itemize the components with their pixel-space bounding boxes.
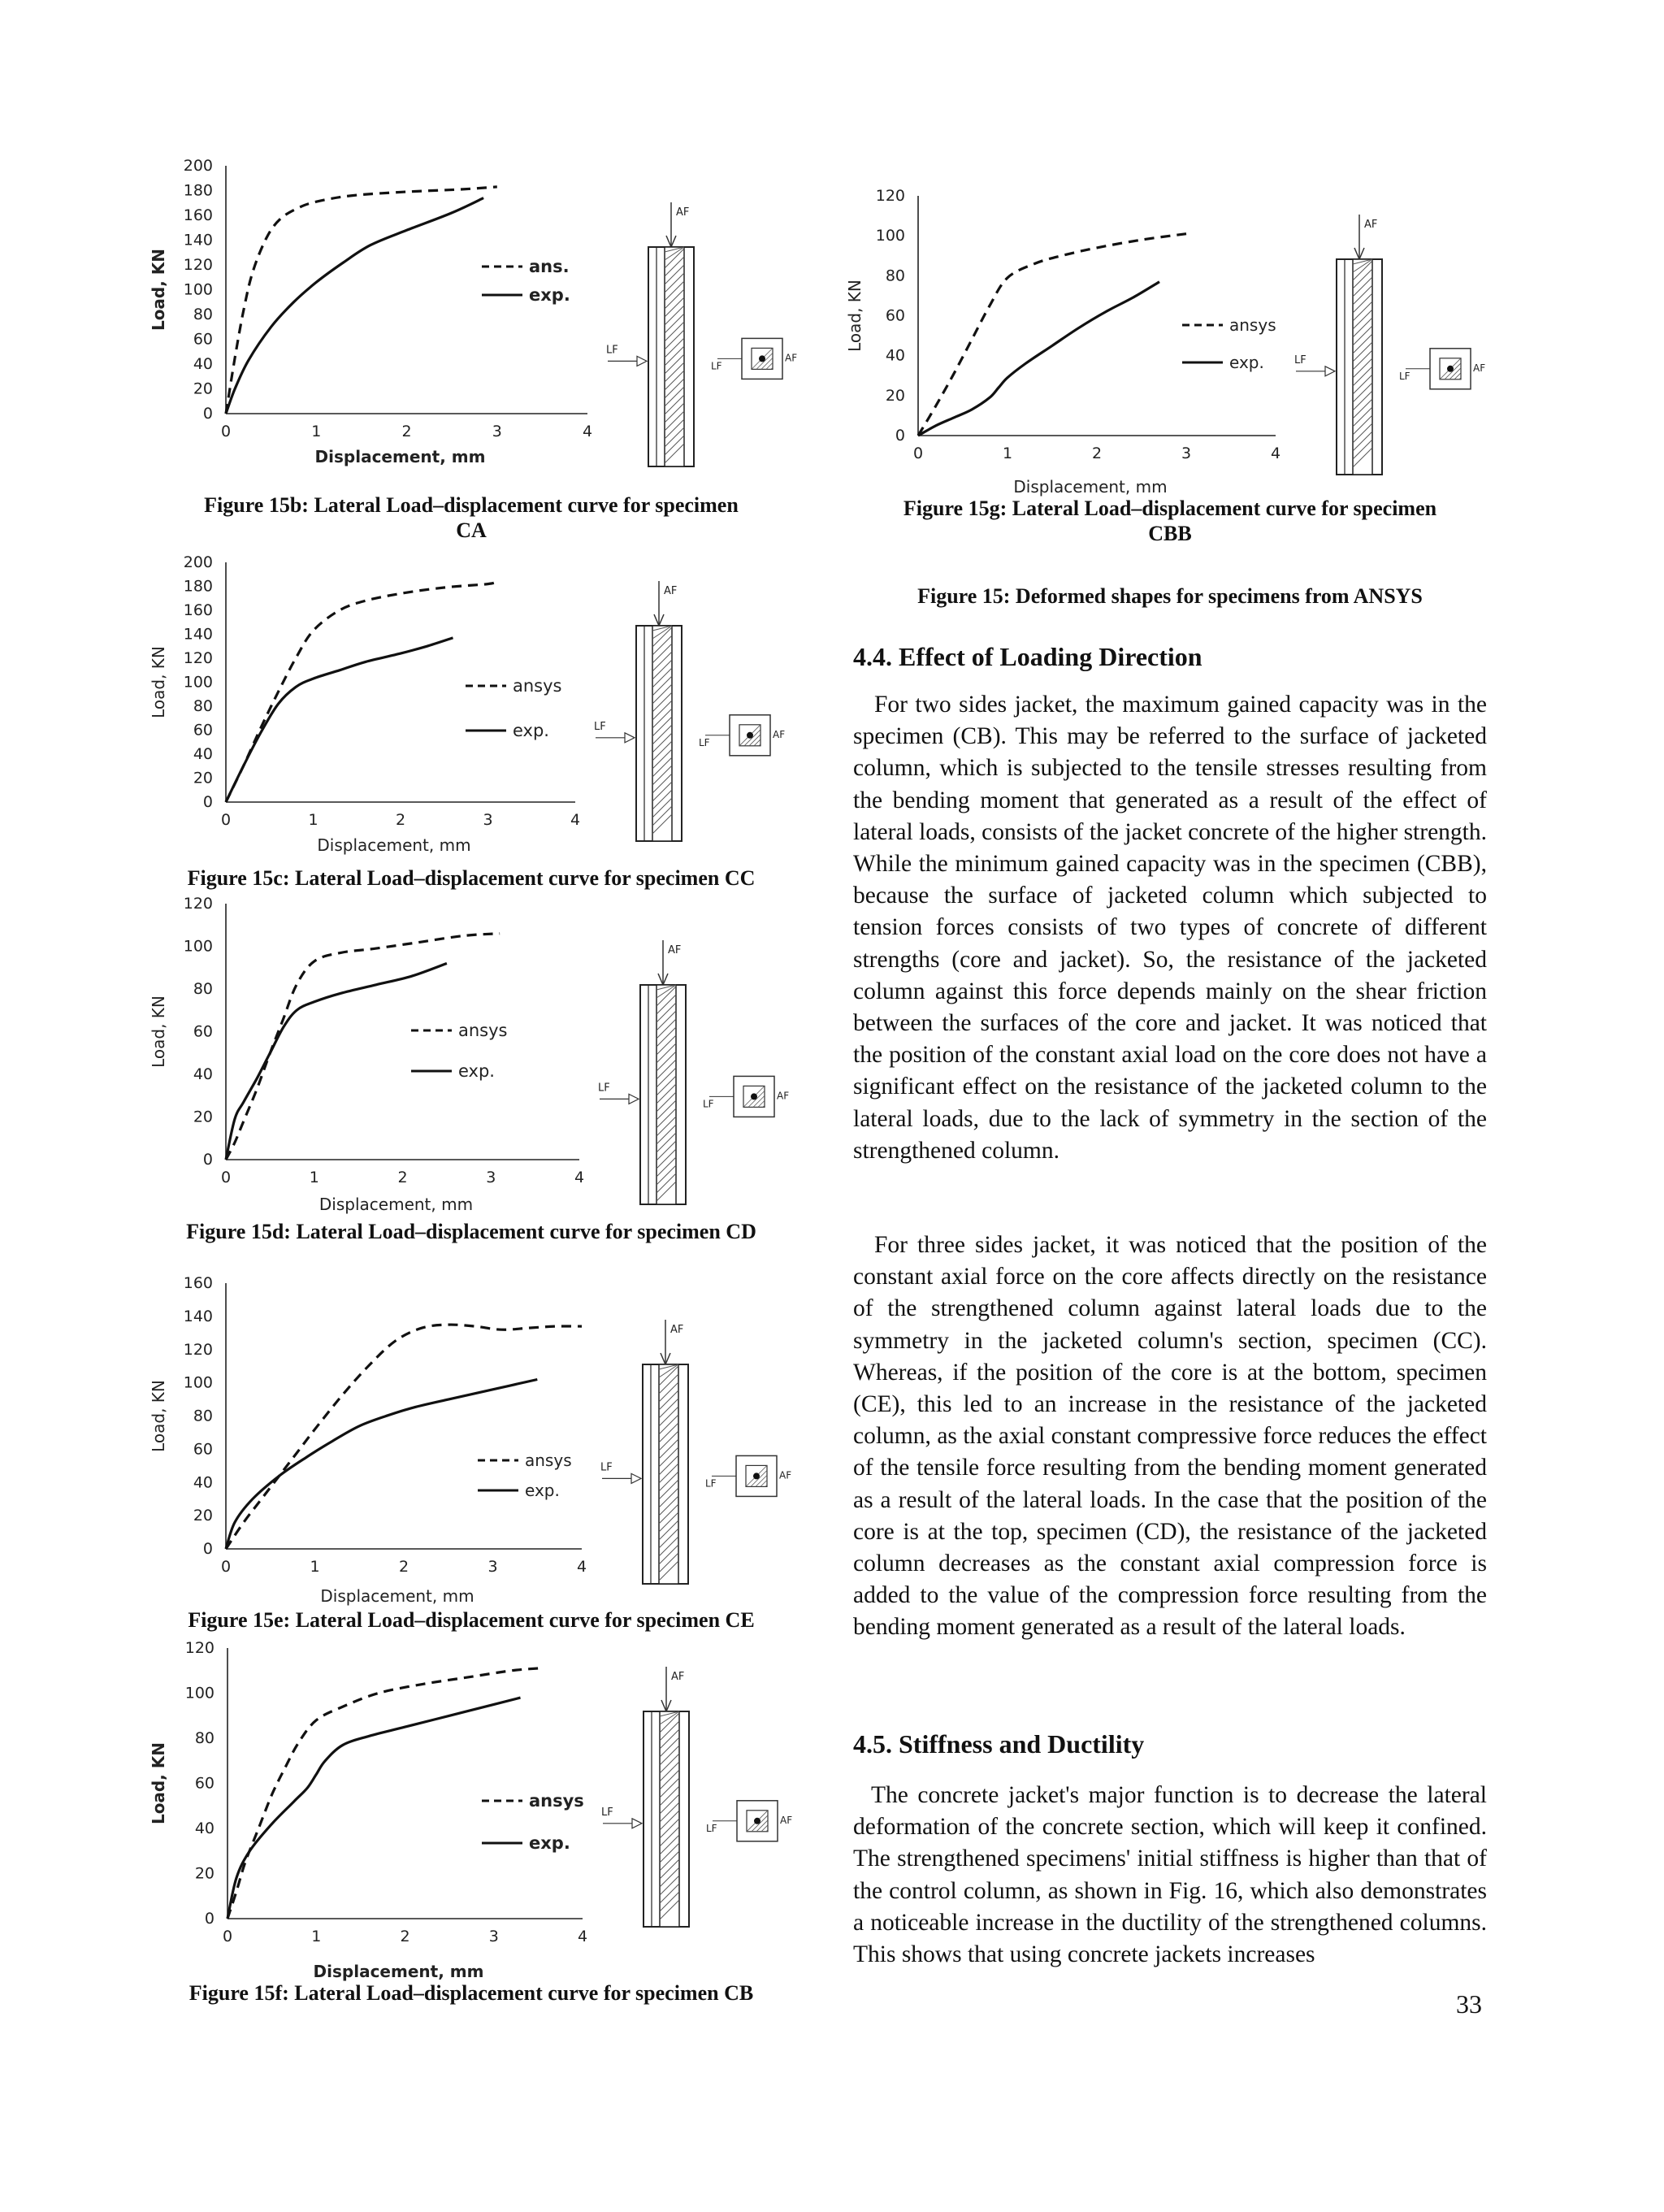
legend-label: exp. <box>525 1481 560 1500</box>
x-tick-label: 2 <box>401 423 412 440</box>
section-heading: 4.5. Stiffness and Ductility <box>853 1729 1145 1759</box>
legend-label: ansys <box>525 1451 572 1470</box>
cross-section <box>703 1076 789 1117</box>
x-tick-label: 3 <box>1181 445 1192 462</box>
cross-section <box>699 715 785 756</box>
legend-label: exp. <box>458 1061 495 1081</box>
caption-line: CBB <box>1148 522 1192 545</box>
chart-15c <box>149 546 803 871</box>
x-tick-label: 2 <box>398 1558 410 1576</box>
y-tick-label: 80 <box>193 980 213 998</box>
lateral-force-label: LF <box>606 344 618 357</box>
legend-label: ansys <box>513 676 562 696</box>
y-tick-label: 0 <box>202 1540 213 1558</box>
x-axis-label: Displacement, mm <box>314 447 486 466</box>
section-af-label: AF <box>777 1090 790 1102</box>
column-core <box>659 1364 678 1584</box>
x-tick-label: 3 <box>488 1558 498 1576</box>
column-diagram <box>1294 215 1485 475</box>
y-tick-label: 100 <box>183 937 213 956</box>
x-tick-label: 1 <box>309 1169 319 1186</box>
y-tick-label: 180 <box>183 181 213 200</box>
figure-caption <box>162 492 780 543</box>
y-tick-label: 120 <box>875 187 905 205</box>
y-tick-label: 20 <box>885 386 905 405</box>
figure-15e <box>149 1272 803 1613</box>
y-tick-label: 20 <box>193 380 213 398</box>
x-tick-label: 4 <box>576 1558 587 1576</box>
x-tick-label: 4 <box>574 1169 585 1186</box>
arrow-head <box>637 356 647 366</box>
y-tick-label: 40 <box>885 346 905 365</box>
paragraph: For two sides jacket, the maximum gained capacity was in the specimen (CB). This may be referred to the surface of jacketed column, which is subjected to the tensile stresses resulting from the bending moment that generated as a result of the effect of lateral loads, consists of the jacket concrete of the higher strength. While the minimum gained capacity was in the specimen (CBB), because the surface of jacketed column which subjected to tension forces consists of two types of concrete of different strengths (core and jacket). So, the resistance of the jacketed column against this force depends mainly on the shear friction between the surfaces of the core and jacket. It was noticed that the position of the constant axial load on the core does not have a significant effect on the resistance of the jacketed column to the lateral loads, due to the lack of symmetry in the section of the strengthened column. <box>853 692 1487 1164</box>
y-tick-label: 120 <box>183 649 213 667</box>
caption-line: Figure 15g: Lateral Load–displacement curve for specimen <box>903 497 1437 520</box>
axial-force-label: AF <box>664 585 678 597</box>
x-tick-label: 2 <box>397 1169 408 1186</box>
y-tick-label: 20 <box>193 769 213 787</box>
y-tick-label: 60 <box>193 1022 213 1041</box>
caption-line: Figure 15b: Lateral Load–displacement curve for specimen <box>204 493 739 517</box>
y-tick-label: 80 <box>193 697 213 715</box>
y-tick-label: 60 <box>194 1774 214 1793</box>
y-tick-label: 140 <box>183 1307 213 1325</box>
y-tick-label: 140 <box>183 231 213 249</box>
y-tick-label: 180 <box>183 577 213 596</box>
series-line-exp <box>226 964 447 1160</box>
y-tick-label: 0 <box>202 793 213 811</box>
x-tick-label: 0 <box>220 1169 232 1186</box>
y-tick-label: 0 <box>202 1151 213 1169</box>
section-lf-label: LF <box>1399 370 1410 382</box>
y-tick-label: 100 <box>183 280 213 299</box>
y-tick-label: 100 <box>184 1684 214 1702</box>
paragraph: For three sides jacket, it was noticed that the position of the constant axial force on the core affects directly on the resistance of the strengthened column against lateral loads due to the symmetry in the jacketed column's section, specimen (CC). Whereas, if the position of the core is at the bottom, specimen (CE), this led to an increase in the resistance of the jacketed column, as the axial constant compressive force reduces the effect of the tensile force resulting from the bending moment generated as a result of the lateral loads. In the case that the position of the core is at the top, specimen (CD), the resistance of the jacketed column decreases as the constant axial compression force is added to the value of the compression force resulting from the bending moment generated as a result of the lateral loads. <box>853 1232 1487 1641</box>
axial-force-label: AF <box>671 1671 685 1683</box>
legend-label: exp. <box>513 721 549 740</box>
arrow-head <box>625 733 635 743</box>
cross-section <box>1399 349 1485 389</box>
series-line-ans <box>226 187 497 414</box>
y-tick-label: 20 <box>193 1507 213 1525</box>
column-core <box>652 626 672 841</box>
figure-15f <box>149 1633 803 1983</box>
y-tick-label: 40 <box>193 1065 213 1083</box>
summary-caption: Figure 15: Deformed shapes for specimens from ANSYS <box>917 584 1423 608</box>
x-tick-label: 1 <box>311 1928 322 1945</box>
axial-force-label: AF <box>668 944 682 956</box>
axial-force-label: AF <box>1364 219 1378 231</box>
y-tick-label: 160 <box>183 601 213 619</box>
x-tick-label: 0 <box>222 1928 233 1945</box>
x-tick-label: 0 <box>220 1558 232 1576</box>
y-axis-label: Load, KN <box>149 1380 168 1452</box>
legend-label: ansys <box>458 1021 508 1040</box>
lateral-force-label: LF <box>598 1082 610 1095</box>
figure-caption <box>162 1980 780 2006</box>
series-line-exp <box>226 638 453 802</box>
x-tick-label: 0 <box>220 423 232 440</box>
y-axis-label: Load, KN <box>149 1741 168 1825</box>
y-tick-label: 40 <box>193 355 213 373</box>
x-tick-label: 3 <box>488 1928 499 1945</box>
section-af-label: AF <box>785 352 798 364</box>
caption-line: CA <box>456 518 487 542</box>
y-tick-label: 80 <box>194 1729 214 1747</box>
x-tick-label: 3 <box>492 423 502 440</box>
x-tick-label: 2 <box>400 1928 410 1945</box>
y-tick-label: 100 <box>183 673 213 692</box>
axial-point <box>1447 366 1454 372</box>
y-tick-label: 80 <box>885 267 905 285</box>
figure-caption <box>162 1219 780 1244</box>
y-tick-label: 60 <box>193 721 213 740</box>
y-tick-label: 140 <box>183 625 213 644</box>
series-line-ansys <box>226 934 500 1160</box>
x-tick-label: 4 <box>570 811 581 829</box>
figure-caption <box>162 1607 780 1633</box>
x-tick-label: 2 <box>1091 445 1103 462</box>
y-tick-label: 20 <box>193 1108 213 1126</box>
legend-label: ansys <box>529 1791 584 1811</box>
x-axis-label: Displacement, mm <box>318 1195 474 1214</box>
cross-section <box>711 338 797 379</box>
chart-15e <box>149 1272 803 1613</box>
x-axis-label: Displacement, mm <box>317 835 471 855</box>
x-tick-label: 1 <box>308 811 318 829</box>
lateral-force-label: LF <box>594 720 606 733</box>
caption-line: Figure 15f: Lateral Load–displacement curve for specimen CB <box>188 1981 754 2005</box>
cross-section <box>705 1455 791 1496</box>
x-axis-label: Displacement, mm <box>1013 477 1168 497</box>
axial-point <box>751 1093 757 1099</box>
series-line-exp <box>226 1380 537 1550</box>
legend-label: exp. <box>529 285 570 305</box>
section-lf-label: LF <box>703 1098 714 1110</box>
y-tick-label: 120 <box>183 256 213 274</box>
legend-label: exp. <box>529 1833 570 1853</box>
axial-point <box>747 732 753 739</box>
lateral-force-label: LF <box>600 1461 613 1474</box>
figure-15g <box>845 183 1499 497</box>
y-tick-label: 60 <box>193 1440 213 1459</box>
column-core <box>660 1711 679 1927</box>
axial-force-label: AF <box>670 1324 684 1336</box>
y-tick-label: 60 <box>885 306 905 325</box>
axial-force-label: AF <box>676 206 690 219</box>
section-heading: 4.4. Effect of Loading Direction <box>853 642 1202 671</box>
y-tick-label: 200 <box>183 553 213 571</box>
y-axis-label: Load, KN <box>845 280 864 352</box>
y-tick-label: 0 <box>895 427 905 445</box>
x-tick-label: 3 <box>486 1169 496 1186</box>
y-tick-label: 0 <box>202 405 213 423</box>
y-tick-label: 80 <box>193 306 213 323</box>
column-core <box>1353 259 1372 475</box>
y-tick-label: 120 <box>184 1639 214 1657</box>
series-line-exp <box>226 198 483 414</box>
x-tick-label: 1 <box>311 423 322 440</box>
figure-15b <box>149 154 803 479</box>
y-tick-label: 40 <box>193 745 213 763</box>
y-axis-label: Load, KN <box>149 995 168 1068</box>
y-tick-label: 100 <box>875 227 905 245</box>
x-axis-label: Displacement, mm <box>320 1586 474 1606</box>
column-diagram <box>606 202 797 466</box>
arrow-head <box>629 1094 639 1104</box>
y-tick-label: 80 <box>193 1407 213 1425</box>
column-diagram <box>600 1320 791 1584</box>
lateral-force-label: LF <box>1294 353 1306 366</box>
y-tick-label: 0 <box>204 1910 214 1928</box>
section-af-label: AF <box>1473 362 1486 374</box>
x-tick-label: 0 <box>912 445 924 462</box>
column-diagram <box>594 581 785 841</box>
section-af-label: AF <box>780 1814 793 1826</box>
arrow-head <box>632 1819 642 1828</box>
legend-label: ans. <box>529 257 570 276</box>
y-tick-label: 120 <box>183 895 213 913</box>
y-tick-label: 160 <box>183 1274 213 1292</box>
x-tick-label: 0 <box>220 811 232 829</box>
y-axis-label: Load, KN <box>149 248 168 332</box>
section-lf-label: LF <box>705 1477 717 1490</box>
x-tick-label: 1 <box>1002 445 1013 462</box>
y-tick-label: 40 <box>194 1819 214 1837</box>
x-tick-label: 2 <box>395 811 406 829</box>
cross-section <box>706 1801 792 1841</box>
series-line-ansys <box>918 234 1186 436</box>
series-line-ansys <box>226 582 496 802</box>
figure-15c <box>149 546 803 871</box>
series-line-exp <box>918 282 1159 436</box>
arrow-head <box>1325 366 1335 376</box>
caption-line: Figure 15e: Lateral Load–displacement curve for specimen CE <box>188 1608 755 1632</box>
column-core <box>656 985 676 1204</box>
x-tick-label: 3 <box>483 811 493 829</box>
legend-label: exp. <box>1229 353 1264 372</box>
lateral-force-label: LF <box>601 1806 613 1819</box>
legend-label: ansys <box>1229 315 1276 335</box>
section-af-label: AF <box>773 728 786 740</box>
axial-point <box>753 1472 760 1479</box>
y-tick-label: 100 <box>183 1373 213 1392</box>
paragraph: The concrete jacket's major function is to decrease the lateral deformation of the concrete section, which will keep it confined. The strengthened specimens' initial stiffness is higher than that of the control column, as shown in Fig. 16, which also demonstrates a noticeable increase in the ductility of the strengthened columns. This shows that using concrete jackets increases <box>853 1782 1487 1968</box>
y-tick-label: 60 <box>193 330 213 349</box>
x-tick-label: 4 <box>1270 445 1281 462</box>
page-number: 33 <box>1456 1989 1482 2019</box>
section-lf-label: LF <box>699 736 710 748</box>
column-diagram <box>601 1667 792 1927</box>
figure-15d <box>149 894 803 1227</box>
figure-caption <box>162 865 780 891</box>
series-line-ansys <box>226 1325 582 1549</box>
y-tick-label: 40 <box>193 1473 213 1492</box>
column-diagram <box>598 940 789 1204</box>
chart-15d <box>149 894 803 1227</box>
y-tick-label: 160 <box>183 206 213 224</box>
section-lf-label: LF <box>706 1822 717 1834</box>
column-core <box>665 247 684 466</box>
chart-15b <box>149 154 803 479</box>
y-tick-label: 120 <box>183 1340 213 1359</box>
figure-caption <box>853 496 1487 546</box>
x-tick-label: 4 <box>582 423 593 440</box>
x-tick-label: 4 <box>577 1928 588 1945</box>
y-tick-label: 200 <box>183 157 213 175</box>
axial-point <box>759 355 765 362</box>
arrow-head <box>631 1473 641 1483</box>
caption-line: Figure 15d: Lateral Load–displacement curve for specimen CD <box>186 1220 756 1243</box>
section-af-label: AF <box>779 1469 792 1481</box>
y-tick-label: 20 <box>194 1864 214 1883</box>
axial-point <box>754 1818 760 1824</box>
chart-15g <box>845 183 1499 497</box>
y-axis-label: Load, KN <box>149 646 168 718</box>
chart-15f <box>149 1633 803 1983</box>
series-line-exp <box>228 1698 521 1919</box>
caption-line: Figure 15c: Lateral Load–displacement curve for specimen CC <box>187 866 756 890</box>
x-tick-label: 1 <box>310 1558 320 1576</box>
x-axis-label: Displacement, mm <box>313 1962 484 1981</box>
section-lf-label: LF <box>711 360 722 372</box>
